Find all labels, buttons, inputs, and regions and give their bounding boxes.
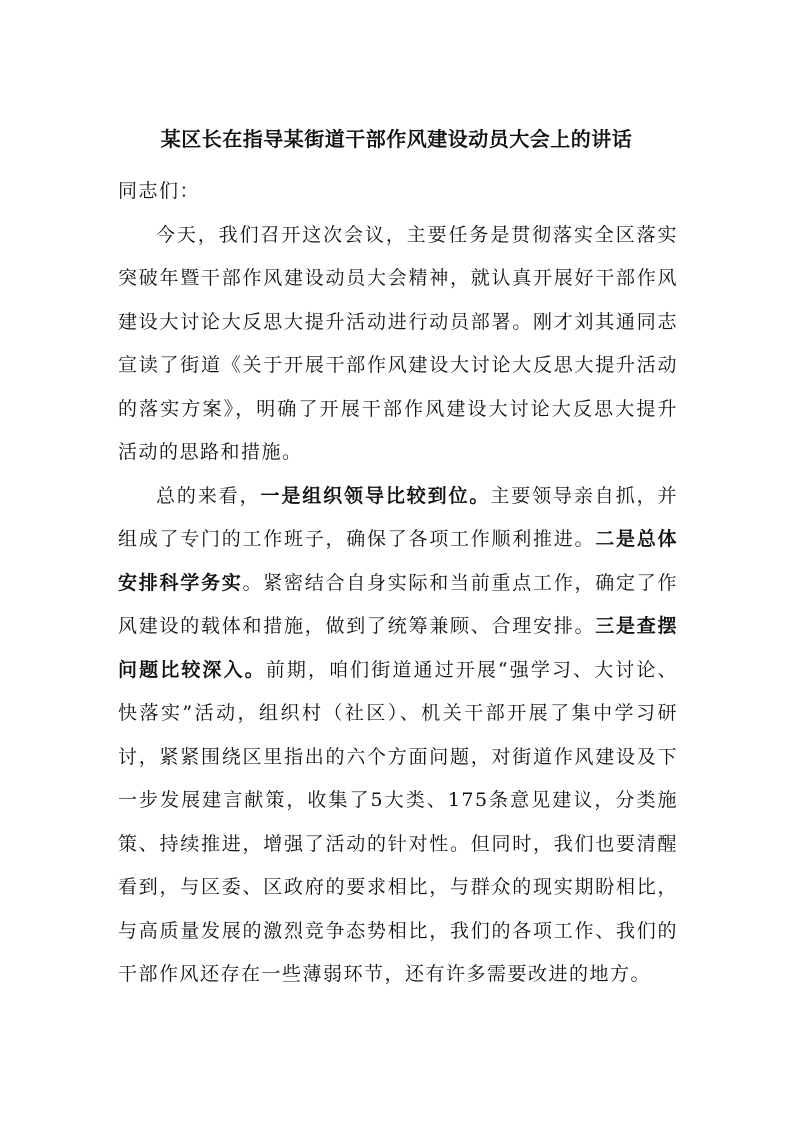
- paragraph-intro: 今天，我们召开这次会议，主要任务是贯彻落实全区落实突破年暨干部作风建设动员大会精神，就认真开展好干部作风建设大讨论大反思大提升活动进行动员部署。刚才刘其通同志宣读了街道《关于开展干部作风建设大讨论大反思大提升活动的落实方案》，明确了开展干部作风建设大讨论大反思大提升活动的思路和措施。: [118, 223, 678, 463]
- summary-lead: 总的来看，: [156, 484, 261, 507]
- salutation: 同志们：: [118, 180, 201, 202]
- point-1-heading: 一是组织领导比较到位。: [260, 484, 491, 507]
- document-title: 某区长在指导某街道干部作风建设动员大会上的讲话: [160, 127, 633, 151]
- point-3-text: 前期，咱们街道通过开展“强学习、大讨论、快落实”活动，组织村（社区）、机关干部开展了集中学习研讨，紧紧围绕区里指出的六个方面问题，对街道作风建设及下一步发展建言献策，收集了5大类、175条意见建议，分类施策、持续推进，增强了活动的针对性。但同时，我们也要清醒看到，与区委、区政府的要求相比，与群众的现实期盼相比，与高质量发展的激烈竞争态势相比，我们的各项工作、我们的干部作风还存在一些薄弱环节，还有许多需要改进的地方。: [118, 658, 678, 985]
- point-2-heading: 二是总体安排科学务实: [118, 528, 678, 594]
- document-body: [118, 170, 678, 997]
- point-2-text: 。紧密结合自身实际和当前重点工作，确定了作风建设的载体和措施，做到了统筹兼顾、合理安排。: [118, 571, 678, 637]
- point-1-text: 主要领导亲自抓，并组成了专门的工作班子，确保了各项工作顺利推进。: [118, 484, 678, 550]
- point-3-heading: 三是查摆问题比较深入。: [118, 615, 678, 681]
- paragraph-summary: [118, 475, 678, 997]
